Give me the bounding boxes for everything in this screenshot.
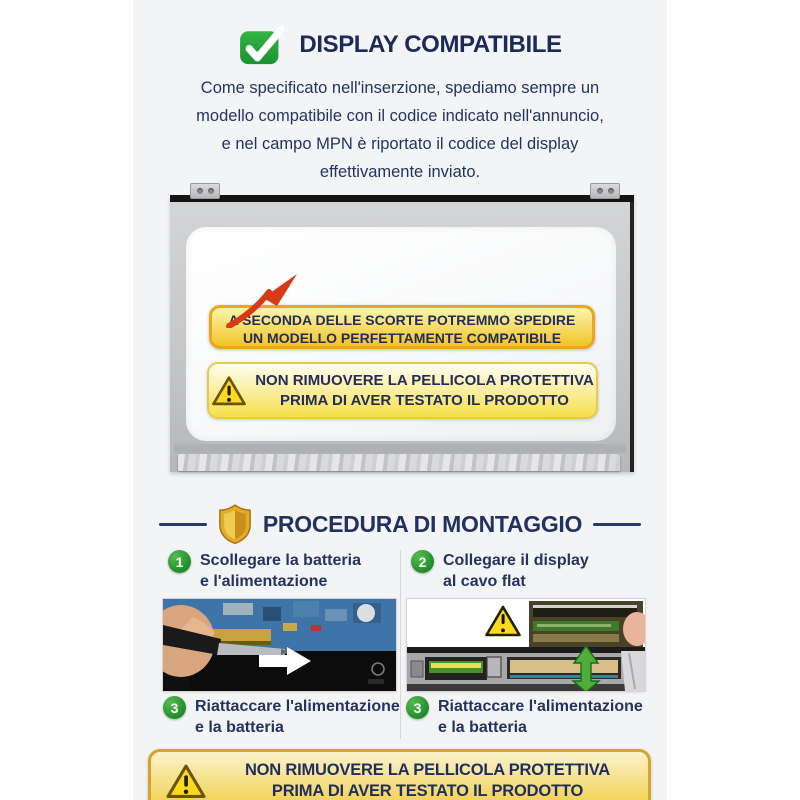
photo-connect-flat-cable [407,599,645,691]
panel-right-edge [630,197,634,472]
battery-photo-illustration [163,599,396,691]
stock-notice-line: A SECONDA DELLE SCORTE POTREMMO SPEDIRE [228,312,576,328]
photo-disconnect-battery [163,599,396,691]
step-number-badge: 2 [411,550,434,573]
description-line: e nel campo MPN è riportato il codice del display [221,135,579,153]
divider-line-left [159,523,207,526]
connector-photo-illustration [407,599,645,691]
panel-bottom-band [174,444,626,453]
header-description [139,74,661,186]
curved-red-arrow-icon [221,270,325,328]
procedure-title: PROCEDURA DI MONTAGGIO [262,510,583,537]
footer-warning-text: NON RIMUOVERE LA PELLICOLA PROTETTIVA PRIMA DI AVER TESTATO IL PRODOTTO [244,761,611,800]
step-number-badge: 3 [406,696,429,719]
description-line: effettivamente inviato. [319,163,481,181]
step-text: Riattaccare l'alimentazione e la batteria [195,698,400,736]
step-3-left [163,696,400,738]
shield-icon [218,504,252,544]
film-warning-text: NON RIMUOVERE LA PELLICOLA PROTETTIVA PRIMA DI AVER TESTATO IL PRODOTTO [255,371,594,409]
procedure-heading [133,504,667,544]
warning-triangle-icon [211,375,247,407]
step-number-badge: 3 [163,696,186,719]
step-text: Riattaccare l'alimentazione e la batteria [438,698,643,736]
column-divider [400,550,401,739]
step-number-badge: 1 [168,550,191,573]
step-3-right [406,696,643,738]
mounting-bracket-right [590,183,620,199]
panel-top-strip [170,195,634,202]
stock-notice-line: UN MODELLO PERFETTAMENTE COMPATIBILE [242,330,562,346]
step-text: Collegare il display al cavo flat [443,552,589,590]
step-1 [168,550,361,592]
panel-foil-strip [178,454,620,471]
content-column [133,0,667,800]
step-text: Scollegare la batteria e l'alimentazione [200,552,361,590]
film-warning-box [207,362,598,419]
footer-warning-banner [148,749,651,800]
page-title: DISPLAY COMPATIBILE [299,31,562,58]
mounting-bracket-left [190,183,220,199]
header [133,24,667,66]
divider-line-right [593,523,641,526]
step-2 [411,550,589,592]
check-icon [238,24,286,66]
description-line: modello compatibile con il codice indicato nell'annuncio, [196,107,604,125]
description-line: Come specificato nell'inserzione, spediamo sempre un [200,79,600,97]
warning-triangle-icon [165,763,207,800]
